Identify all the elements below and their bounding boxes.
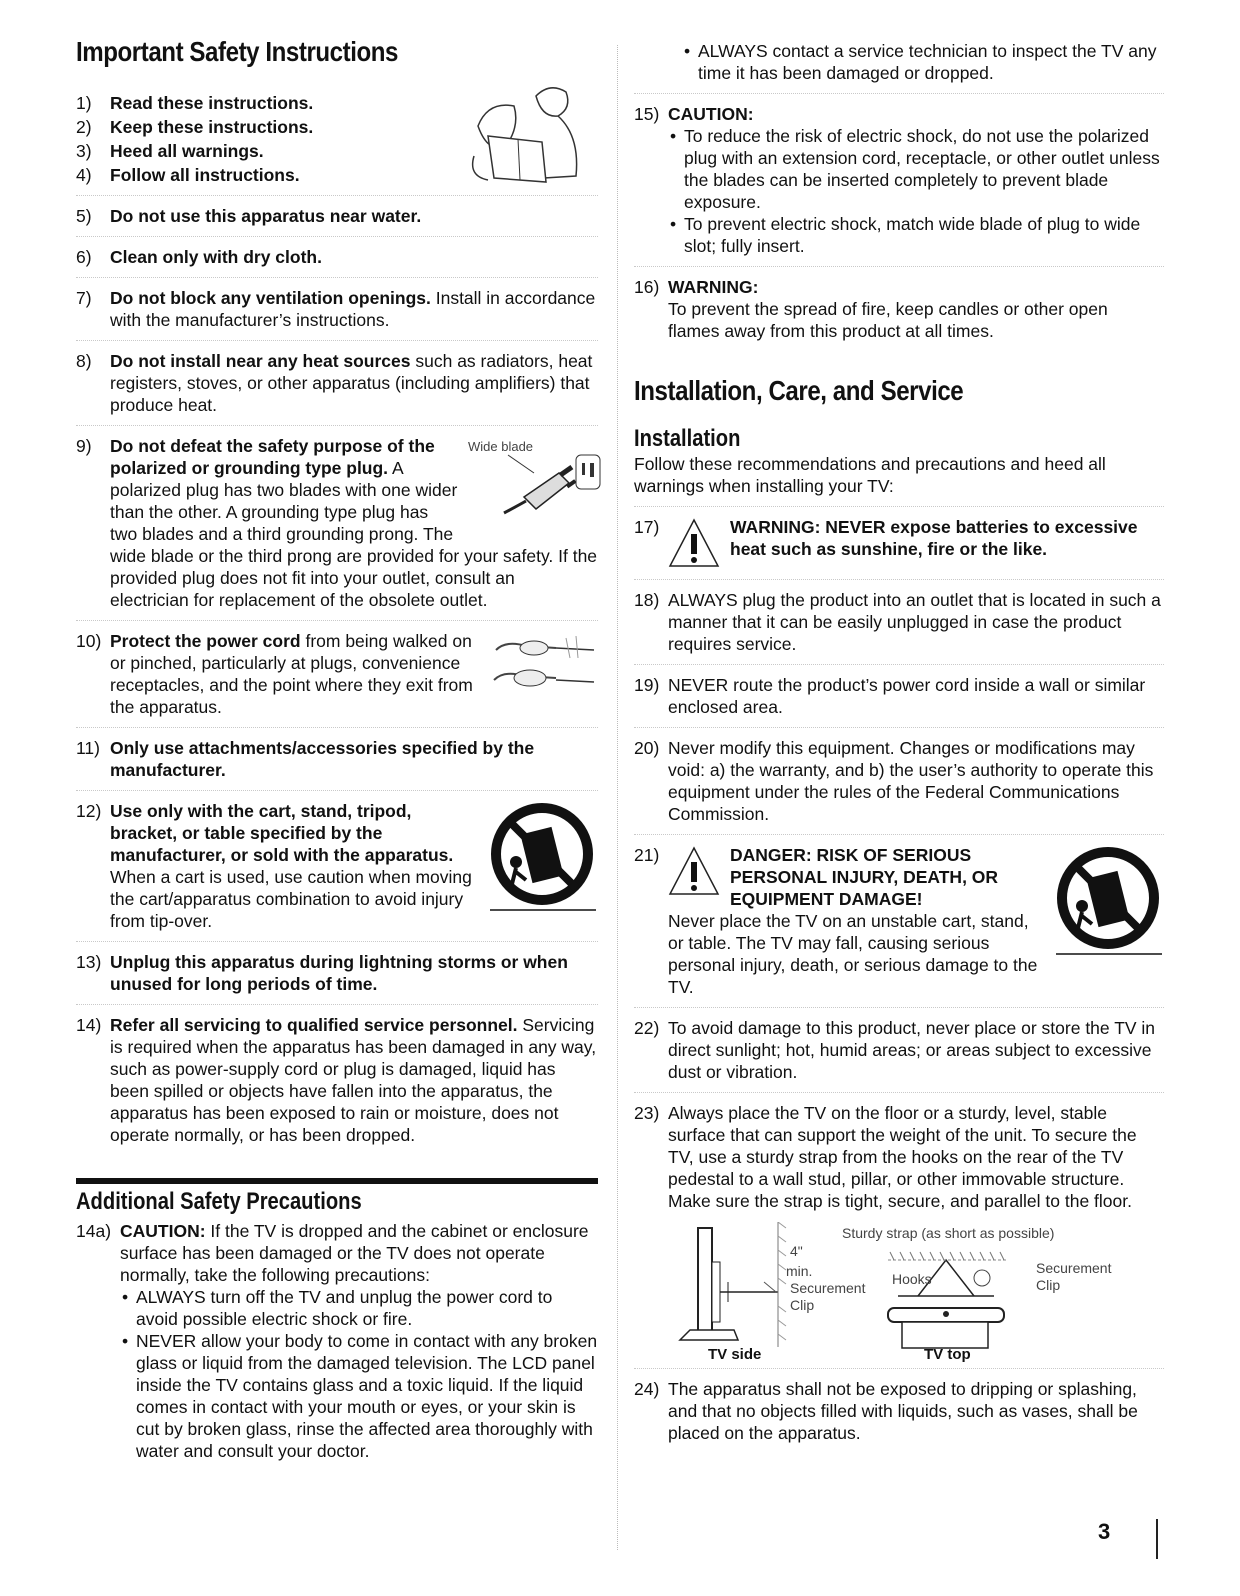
wide-blade-label: Wide blade (468, 439, 534, 454)
list-item: 23) Always place the TV on the floor or a sturdy, level, stable surface that can support the weight of the unit. To secure the TV, use a sturdy strap from the hooks on the rear of the TV pedestal to a wall stud, pillar, or other immovable structure. Make sure the strap is tight, secure, and parallel to the floor. Sturdy strap (as short as possible) 4" min. Securement Clip Hooks Securement Clip TV side TV top (634, 1102, 1164, 1369)
list-item: 12) Use only with the cart, stand, tripod, bracket, or table specified by the manufacturer, or sold with the apparatus. When a cart is used, use caution when moving the cart/apparatus combination to avoid injury from tip-over. (76, 800, 598, 942)
list-item: 11) Only use attachments/accessories specified by the manufacturer. (76, 737, 598, 791)
hooks-label: Hooks (892, 1271, 932, 1287)
min-label: min. (786, 1263, 813, 1279)
strap-diagram (668, 1222, 1138, 1362)
list-item: 15) CAUTION: • To reduce the risk of electric shock, do not use the polarized plug with an extension cord, receptacle, or other outlet unless the blades can be inserted completely to prevent blade exposure. • To prevent electric shock, match wide blade of plug to wide slot; fully insert. (634, 103, 1164, 267)
cart-warning-icon (1052, 844, 1164, 966)
page-number-rule (1156, 1519, 1158, 1559)
list-item: 2) Keep these instructions. (76, 117, 314, 137)
page-number: 3 (1098, 1519, 1111, 1544)
additional-divider (76, 1178, 598, 1184)
warning-triangle-icon (668, 516, 720, 570)
list-item: 7) Do not block any ventilation openings. Install in accordance with the manufacturer’s instructions. (76, 287, 598, 341)
tv-side-label: TV side (708, 1346, 762, 1363)
list-item: 19) NEVER route the product’s power cord inside a wall or similar enclosed area. (634, 674, 1164, 728)
bullet-item: • ALWAYS turn off the TV and unplug the power cord to avoid possible electric shock or fire. (120, 1286, 598, 1330)
installation-title: Installation (634, 425, 741, 452)
list-item: 8) Do not install near any heat sources such as radiators, heat registers, stoves, or other apparatus (including amplifiers) that produce heat. (76, 350, 598, 426)
list-item: 18) ALWAYS plug the product into an outlet that is located in such a manner that it can be easily unplugged in case the product requires service. (634, 589, 1164, 665)
plug-icon (464, 435, 604, 525)
page-title: Important Safety Instructions (76, 36, 399, 67)
list-item: 13) Unplug this apparatus during lightning storms or when unused for long periods of time. (76, 951, 598, 1005)
people-reading-icon (448, 76, 598, 186)
warning-triangle-icon (668, 844, 720, 898)
list-item: 16) WARNING: To prevent the spread of fire, keep candles or other open flames away from this product at all times. (634, 277, 1108, 341)
polarized-plug-figure (464, 435, 604, 525)
securement-clip-left-label: Securement Clip (790, 1280, 866, 1313)
bullet-item: • NEVER allow your body to come in contact with any broken glass or liquid from the damaged television. The LCD panel inside the TV contains glass and a toxic liquid. If the liquid comes in contact with your mouth or eyes, or your skin is cut by broken glass, rinse the affected area thoroughly with water and consult your doctor. (120, 1330, 598, 1462)
cart-warning-icon (486, 800, 598, 922)
list-item: 10) Protect the power cord from being walked on or pinched, particularly at plugs, convenience receptacles, and the point where they exit from the apparatus. (76, 630, 598, 728)
list-item: 17) WARNING: NEVER expose batteries to excessive heat such as sunshine, fire or the like. (634, 516, 1164, 580)
list-item: 14) Refer all servicing to qualified service personnel. Servicing is required when the apparatus has been damaged in any way, such as power-supply cord or plug is damaged, liquid has been spilled or objects have fallen into the apparatus, the apparatus has been exposed to rain or moisture, does not operate normally, or has been dropped. (76, 1015, 597, 1145)
securement-clip-right-label: Securement Clip (1036, 1260, 1112, 1293)
list-item: 14a) CAUTION: If the TV is dropped and the cabinet or enclosure surface has been damaged or the TV does not operate normally, take the following precautions: • ALWAYS turn off the TV and unplug the power cord to avoid possible electric shock or fire. • NEVER allow your body to come in contact with any broken glass or liquid from the damaged television. The LCD panel inside the TV contains glass and a toxic liquid. If the liquid comes in contact with your mouth or eyes, or your skin is cut by broken glass, rinse the affected area thoroughly with water and consult your doctor. (76, 1220, 598, 1471)
reading-figure (448, 76, 598, 186)
list-item: 6) Clean only with dry cloth. (76, 246, 598, 278)
sturdy-strap-label: Sturdy strap (as short as possible) (842, 1225, 1055, 1241)
four-inch-label: 4" (790, 1243, 803, 1259)
power-cord-figure (486, 630, 598, 700)
cart-tip-over-figure (486, 800, 598, 922)
column-divider (617, 45, 618, 1550)
bullet-item: • To prevent electric shock, match wide blade of plug to wide slot; fully insert. (668, 213, 1164, 257)
bullet-item: • To reduce the risk of electric shock, do not use the polarized plug with an extension cord, receptacle, or other outlet unless the blades can be inserted completely to prevent blade exposure. (668, 125, 1164, 213)
cart-tip-over-figure (1052, 844, 1164, 966)
list-item: 22) To avoid damage to this product, never place or store the TV in direct sunlight; hot, humid areas; or areas subject to excessive dust or vibration. (634, 1017, 1164, 1093)
list-item: 3) Heed all warnings. (76, 141, 264, 161)
list-item (634, 40, 1164, 94)
power-cord-icon (486, 630, 598, 700)
list-item: 1) Read these instructions. (76, 93, 314, 113)
bullet-item: • ALWAYS contact a service technician to inspect the TV any time it has been damaged or dropped. (682, 40, 1164, 84)
list-item: 5) Do not use this apparatus near water. (76, 205, 598, 237)
list-item: 4) Follow all instructions. (76, 164, 598, 196)
additional-title: Additional Safety Precautions (76, 1188, 362, 1215)
installation-intro: Follow these recommendations and precautions and heed all warnings when installing your TV: (634, 453, 1164, 507)
list-item: Wide blade 9) Do not defeat the safety purpose of the polarized or grounding type plug. A polarized plug has two blades with one wider than the other. A grounding type plug has two blades and a third grounding prong. The wide blade or the third prong are provided for your safety. If the provided plug does not fit into your outlet, consult an electrician for replacement of the obsolete outlet. (76, 435, 598, 621)
tv-top-label: TV top (924, 1346, 971, 1363)
section-title: Installation, Care, and Service (634, 375, 964, 406)
list-item: 24) The apparatus shall not be exposed to dripping or splashing, and that no objects filled with liquids, such as vases, shall be placed on the apparatus. (634, 1379, 1138, 1443)
list-item: 21) DANGER: RISK OF SERIOUS PERSONAL INJURY, DEATH, OR EQUIPMENT DAMAGE! Never place the TV on an unstable cart, stand, or table. The TV may fall, causing serious personal injury, death, or serious damage to the TV. (634, 844, 1164, 1008)
list-item: 20) Never modify this equipment. Changes or modifications may void: a) the warranty, and b) the user’s authority to operate this equipment under the rules of the Federal Communications Commission. (634, 737, 1164, 835)
